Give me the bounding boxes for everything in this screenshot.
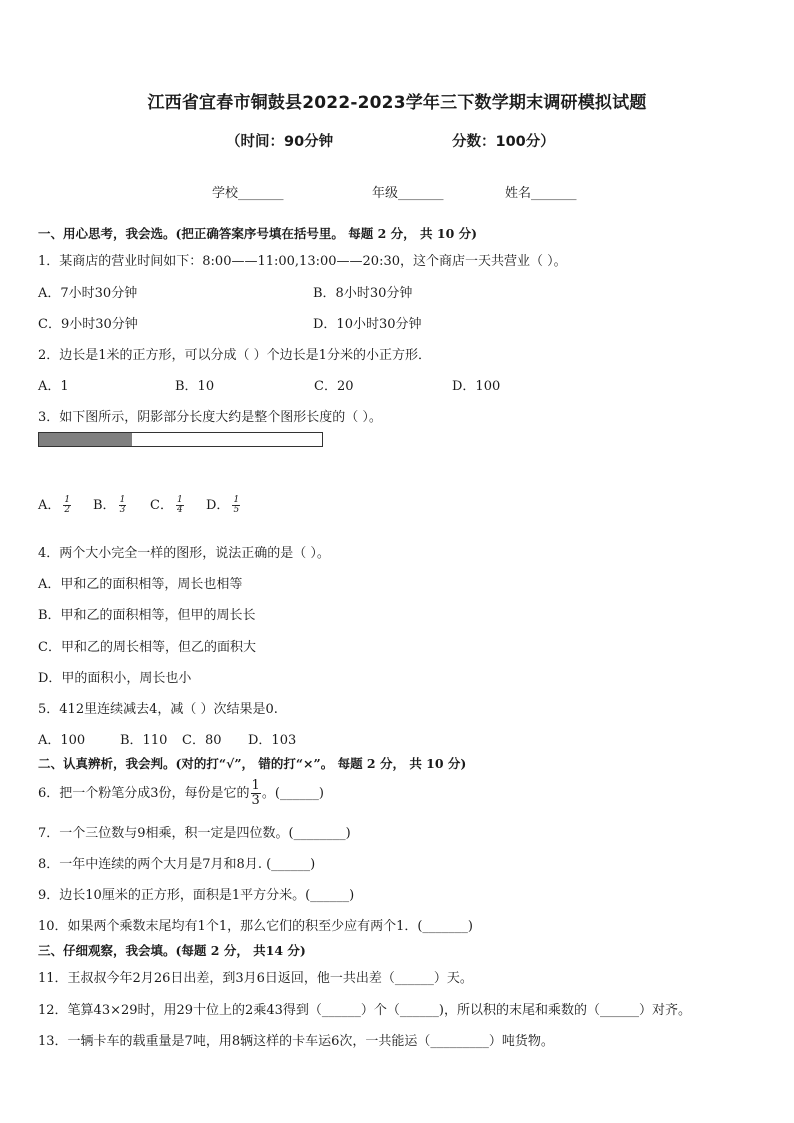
option-c: C．80: [182, 733, 222, 748]
question-text: 6．把一个粉笔分成3份，每份是它的: [38, 786, 250, 801]
fraction: [119, 496, 127, 515]
question-6: [38, 779, 324, 808]
question-10: 10．如果两个乘数末尾均有1个1，那么它们的积至少应有两个1．(_______): [38, 919, 473, 934]
question-9: 9．边长10厘米的正方形，面积是1平方分米。(______): [38, 888, 355, 903]
page-title: 江西省宜春市铜鼓县2022-2023学年三下数学期末调研模拟试题: [147, 93, 647, 113]
school-field: 学校_______: [212, 186, 284, 201]
question-11: 11．王叔叔今年2月26日出差，到3月6日返回，他一共出差（______）天。: [38, 971, 473, 986]
option-a: A．100: [38, 733, 86, 748]
option-a: A．7小时30分钟: [38, 286, 138, 301]
denominator: 3: [119, 505, 126, 515]
option-d: D．100: [452, 379, 501, 394]
option-a: A．1: [38, 379, 69, 394]
option-b: B．甲和乙的面积相等，但甲的周长长: [38, 608, 256, 623]
denominator: 4: [176, 505, 183, 515]
option-b: [93, 494, 126, 515]
option-label: D．: [206, 498, 230, 513]
option-c: C．9小时30分钟: [38, 317, 138, 332]
question-7: 7．一个三位数与9相乘，积一定是四位数。(________): [38, 826, 351, 841]
numerator: 1: [64, 495, 71, 505]
option-d: D．103: [248, 733, 297, 748]
answer-blank: 。(______): [261, 786, 324, 801]
question-3: 3．如下图所示，阴影部分长度大约是整个图形长度的（ ）。: [38, 410, 382, 425]
numerator: 1: [233, 495, 240, 505]
section-heading: 二、认真辨析，我会判。(对的打“√”， 错的打“×”。 每题 2 分， 共 10 分): [38, 756, 467, 771]
grade-field: 年级_______: [372, 186, 444, 201]
option-a: A．甲和乙的面积相等，周长也相等: [38, 577, 243, 592]
fraction: [176, 496, 184, 515]
option-c: C．20: [314, 379, 354, 394]
question-4: 4．两个大小完全一样的图形，说法正确的是（ ）。: [38, 546, 330, 561]
denominator: 2: [64, 505, 71, 515]
question-5: 5．412里连续减去4，减（ ）次结果是0.: [38, 702, 278, 717]
option-b: B．8小时30分钟: [313, 286, 413, 301]
option-b: B．10: [175, 379, 215, 394]
option-d: D．10小时30分钟: [313, 317, 422, 332]
section-heading: 一、用心思考，我会选。(把正确答案序号填在括号里。 每题 2 分， 共 10 分): [38, 226, 478, 241]
option-c: [150, 494, 184, 515]
question-13: 13．一辆卡车的载重量是7吨，用8辆这样的卡车运6次，一共能运（_________）吨货物。: [38, 1034, 554, 1049]
question-12: 12．笔算43×29时，用29十位上的2乘43得到（______）个（______)，所以积的末尾和乘数的（______）对齐。: [38, 1003, 691, 1018]
name-field: 姓名_______: [505, 186, 577, 201]
exam-score: 分数：100分）: [452, 134, 555, 150]
option-d: [206, 494, 240, 515]
option-c: C．甲和乙的周长相等，但乙的面积大: [38, 640, 256, 655]
option-d: D．甲的面积小，周长也小: [38, 671, 192, 686]
option-label: B．: [93, 498, 116, 513]
denominator: 3: [251, 793, 260, 808]
numerator: 1: [119, 495, 126, 505]
fraction: [251, 779, 261, 808]
option-b: B．110: [120, 733, 168, 748]
fraction: [232, 496, 240, 515]
question-2: 2．边长是1米的正方形，可以分成（ ）个边长是1分米的小正方形．: [38, 348, 431, 363]
fraction: [63, 496, 71, 515]
question-1: 1．某商店的营业时间如下：8:00——11:00,13:00——20:30，这个商店一天共营业（ ）。: [38, 254, 567, 269]
option-label: A．: [38, 498, 61, 513]
question-8: 8．一年中连续的两个大月是7月和8月. (______): [38, 857, 316, 872]
option-label: C．: [150, 498, 173, 513]
exam-time: （时间：90分钟: [226, 134, 334, 150]
length-bar: [38, 432, 323, 447]
denominator: 5: [233, 505, 240, 515]
numerator: 1: [176, 495, 183, 505]
shaded-segment: [39, 433, 132, 446]
option-a: [38, 494, 71, 515]
section-heading: 三、仔细观察，我会填。(每题 2 分， 共14 分): [38, 943, 306, 958]
numerator: 1: [251, 778, 260, 793]
